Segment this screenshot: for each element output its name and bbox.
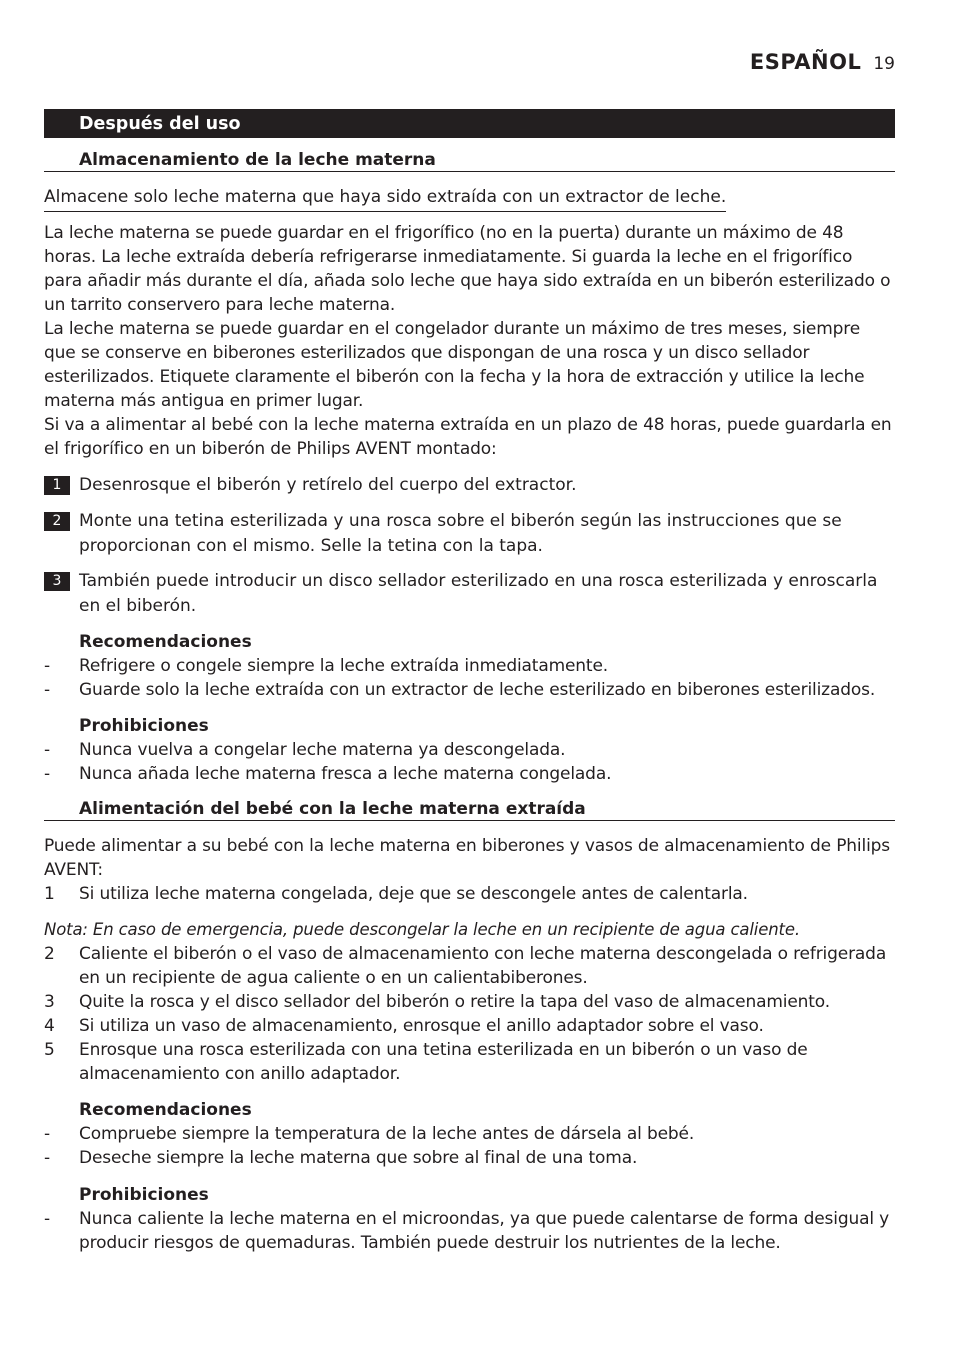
feeding-donts-label: Prohibiciones	[79, 1185, 209, 1205]
feeding-steps	[44, 942, 895, 1086]
storage-paragraphs	[44, 221, 895, 461]
list-item: - Deseche siempre la leche materna que sobre al final de una toma.	[44, 1148, 638, 1168]
storage-intro-text: Almacene solo leche materna que haya sido extraída con un extractor de leche.	[44, 185, 726, 212]
list-item: 4 Si utiliza un vaso de almacenamiento, enrosque el anillo adaptador sobre el vaso.	[44, 1016, 764, 1036]
storage-heading: Almacenamiento de la leche materna	[44, 150, 895, 172]
feeding-dos-list	[44, 1122, 895, 1170]
paragraph: La leche materna se puede guardar en el frigorífico (no en la puerta) durante un máximo de 48 horas. La leche extraída debería refrigerarse inmediatamente. Si guarda la leche en el frigorífico para añadir más durante el día, añada solo leche que haya sido extraída en un biberón esterilizado o un tarrito conservero para leche materna.	[44, 223, 891, 315]
step-number: 3	[44, 572, 70, 591]
step-text: Desenrosque el biberón y retírelo del cuerpo del extractor.	[79, 475, 577, 495]
feeding-heading: Alimentación del bebé con la leche materna extraída	[44, 799, 895, 821]
language-label: ESPAÑOL	[749, 50, 862, 74]
storage-intro	[44, 185, 895, 212]
step-text: Monte una tetina esterilizada y una rosca sobre el biberón según las instrucciones que se proporcionan con el mismo. Selle la tetina con la tapa.	[79, 511, 842, 556]
dos-label: Recomendaciones	[79, 632, 252, 652]
list-item: - Nunca caliente la leche materna en el microondas, ya que puede calentarse de forma desigual y producir riesgos de quemaduras. También puede destruir los nutrientes de la leche.	[44, 1209, 890, 1253]
list-item: - Nunca vuelva a congelar leche materna ya descongelada.	[44, 740, 566, 760]
list-item: - Refrigere o congele siempre la leche extraída inmediatamente.	[44, 656, 609, 676]
list-item: - Compruebe siempre la temperatura de la leche antes de dársela al bebé.	[44, 1124, 695, 1144]
step-2	[44, 509, 895, 558]
note-text: Nota: En caso de emergencia, puede descongelar la leche en un recipiente de agua caliente.	[44, 920, 800, 939]
section-title-bar	[44, 109, 895, 138]
section-title: Después del uso	[79, 114, 241, 134]
page-header	[750, 50, 895, 74]
step-text: También puede introducir un disco sellador esterilizado en una rosca esterilizada y enroscarla en el biberón.	[79, 571, 878, 616]
donts-list	[44, 738, 895, 786]
feeding-dos-label: Recomendaciones	[79, 1100, 252, 1120]
feeding-donts-list	[44, 1207, 895, 1255]
step-number: 1	[44, 476, 70, 495]
list-item: - Nunca añada leche materna fresca a leche materna congelada.	[44, 764, 612, 784]
feeding-step-1	[44, 882, 895, 906]
feeding-intro	[44, 834, 895, 882]
paragraph: Puede alimentar a su bebé con la leche materna en biberones y vasos de almacenamiento de Philips AVENT:	[44, 836, 890, 880]
step-3	[44, 569, 895, 618]
step-1	[44, 473, 895, 498]
paragraph: Si va a alimentar al bebé con la leche materna extraída en un plazo de 48 horas, puede guardarla en el frigorífico en un biberón de Philips AVENT montado:	[44, 415, 892, 459]
list-item: 3 Quite la rosca y el disco sellador del biberón o retire la tapa del vaso de almacenamiento.	[44, 992, 830, 1012]
paragraph: La leche materna se puede guardar en el congelador durante un máximo de tres meses, siempre que se conserve en biberones esterilizados que dispongan de una rosca y un disco sellador esterilizados. Etiquete claramente el biberón con la fecha y la hora de extracción y utilice la leche materna más antigua en primer lugar.	[44, 319, 865, 411]
list-item: 5 Enrosque una rosca esterilizada con una tetina esterilizada en un biberón o un vaso de almacenamiento con anillo adaptador.	[44, 1040, 808, 1084]
dos-list	[44, 654, 895, 702]
donts-label: Prohibiciones	[79, 716, 209, 736]
list-item: 1 Si utiliza leche materna congelada, deje que se descongele antes de calentarla.	[44, 884, 748, 904]
list-item: - Guarde solo la leche extraída con un extractor de leche esterilizado en biberones esterilizados.	[44, 680, 876, 700]
list-item: 2 Caliente el biberón o el vaso de almacenamiento con leche materna descongelada o refrigerada en un recipiente de agua caliente o en un calientabiberones.	[44, 944, 887, 988]
page-number: 19	[873, 54, 895, 74]
step-number: 2	[44, 512, 70, 531]
